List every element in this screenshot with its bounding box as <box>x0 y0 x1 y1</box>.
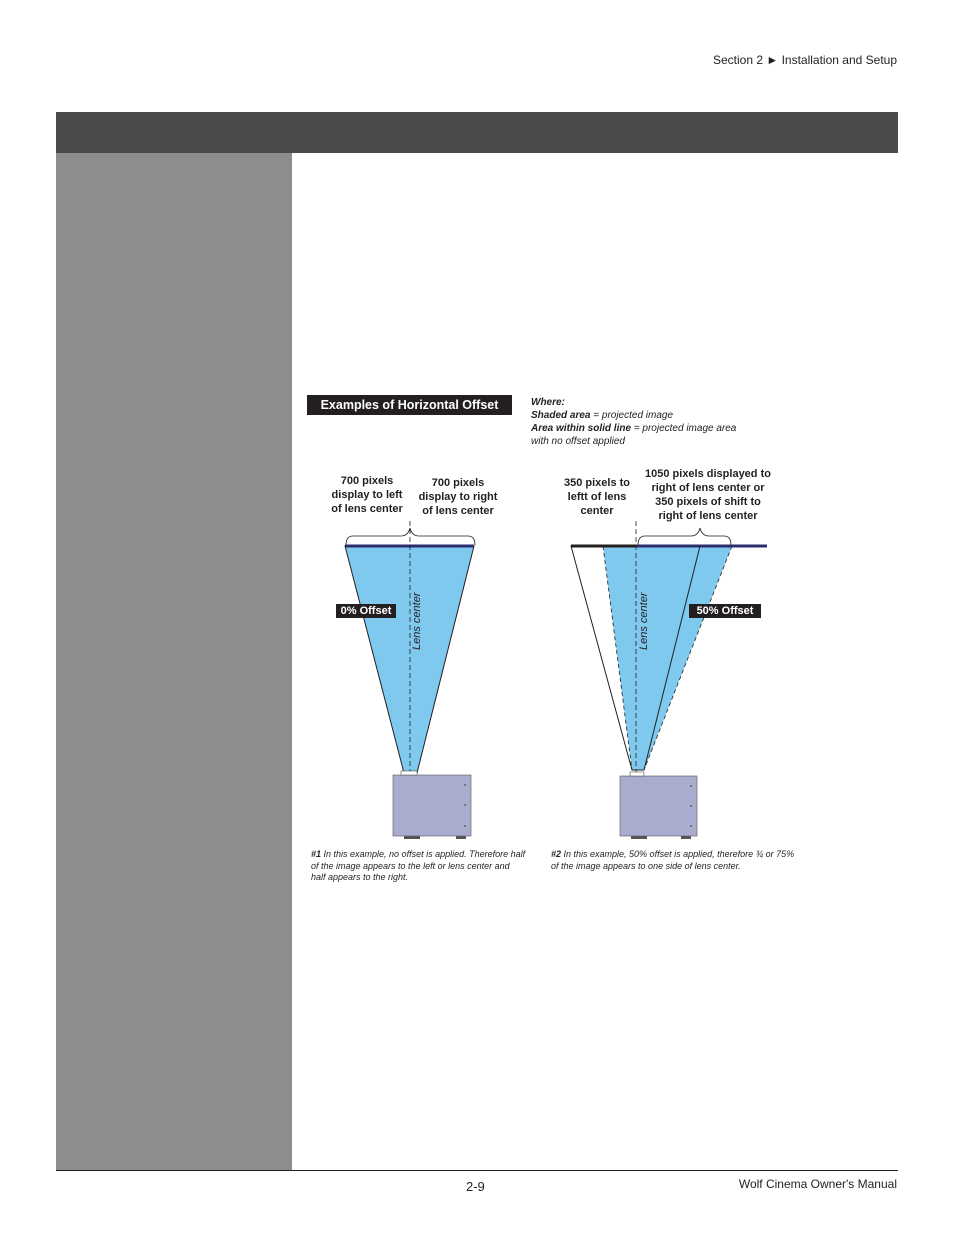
example1-caption: #1 In this example, no offset is applied. Therefore half of the image appears to the left or lens center and half appears to the right. <box>311 849 526 882</box>
legend-solid: Area within solid line = projected image area <box>531 423 737 434</box>
page-number: 2-9 <box>466 1179 485 1194</box>
example1-offset-badge: 0% Offset <box>336 604 396 618</box>
legend-solid-cont: with no offset applied <box>531 436 625 447</box>
example1-lens-label: Lens center <box>411 592 423 650</box>
manual-title: Wolf Cinema Owner's Manual <box>738 1177 897 1191</box>
example1-left-label: 700 pixels display to left of lens center <box>331 475 403 515</box>
example1-right-label: 700 pixels display to right of lens center <box>418 477 498 517</box>
example2-caption: #2 In this example, 50% offset is applied, therefore ¾ or 75% of the image appears to one side of lens center. <box>551 849 795 871</box>
example2-offset-badge: 50% Offset <box>689 604 761 618</box>
footer-rule <box>56 1170 898 1171</box>
example1-projector <box>393 775 471 836</box>
example2-projector <box>620 776 697 836</box>
example1-graphic <box>345 521 475 839</box>
legend-heading: Where: <box>531 397 565 408</box>
legend-shaded: Shaded area = projected image <box>531 410 674 421</box>
example2-right-label: 1050 pixels displayed to right of lens center or 350 pixels of shift to right of lens center <box>645 468 771 522</box>
example1-projected-cone <box>345 546 474 773</box>
section-header: Section 2 ► Installation and Setup <box>713 53 897 67</box>
example2-graphic <box>571 521 767 839</box>
example2-left-label: 350 pixels to leftt of lens center <box>563 477 631 517</box>
figure-title: Examples of Horizontal Offset <box>307 395 512 415</box>
example2-lens-label: Lens center <box>638 592 650 650</box>
